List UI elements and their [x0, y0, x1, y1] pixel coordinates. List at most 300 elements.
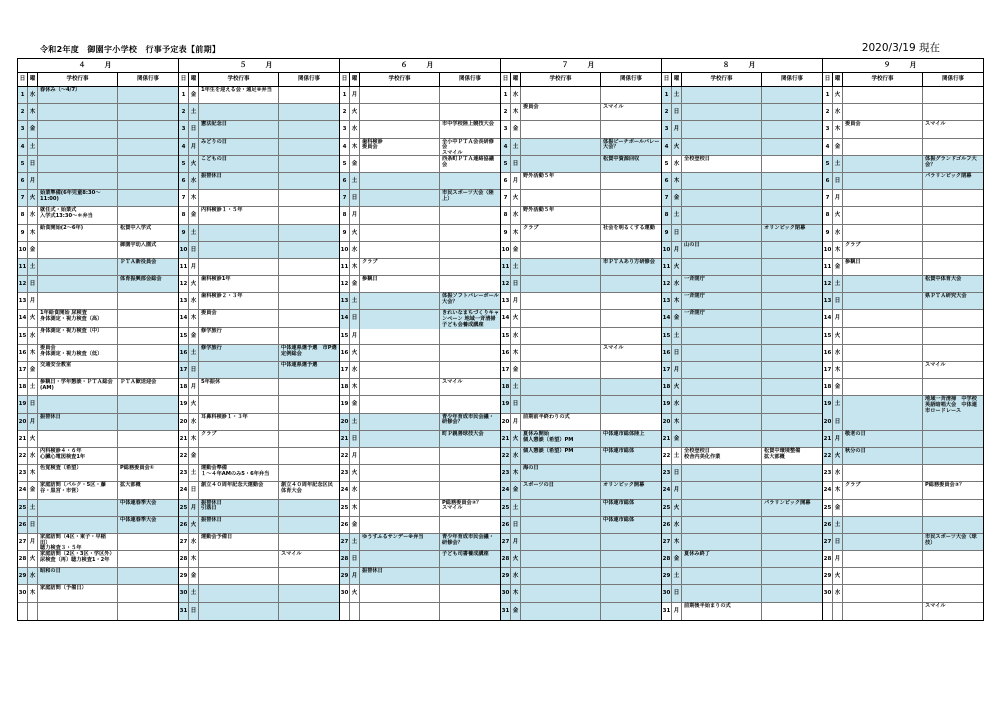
- school-event: [199, 242, 279, 258]
- day-number: 29: [501, 568, 511, 584]
- day-row: [823, 259, 983, 276]
- weekday: 日: [350, 310, 360, 328]
- day-number: 17: [340, 362, 350, 378]
- weekday: 木: [672, 534, 682, 550]
- weekday: 土: [28, 379, 38, 395]
- school-event: [682, 225, 762, 241]
- school-event: [843, 276, 923, 292]
- school-event: [682, 173, 762, 189]
- day-row: [179, 517, 339, 534]
- day-row: [340, 534, 500, 551]
- day-number: 1: [340, 87, 350, 103]
- weekday: 火: [28, 310, 38, 326]
- day-number: 16: [340, 345, 350, 361]
- day-number: 5: [823, 156, 833, 172]
- school-event: [843, 293, 923, 309]
- day-number: 24: [501, 482, 511, 498]
- school-event: クラブ: [360, 259, 440, 275]
- day-row: [501, 500, 661, 517]
- month-name: ９ 月: [823, 59, 983, 73]
- weekday: 土: [511, 259, 521, 275]
- related-event: [762, 328, 822, 344]
- day-row: [340, 396, 500, 413]
- day-number: 5: [18, 156, 28, 172]
- related-event: [118, 431, 178, 447]
- col-related-events: 関係行事: [136, 76, 159, 82]
- day-row: [340, 517, 500, 534]
- related-event: [923, 207, 983, 223]
- related-event: P総務委員会③？: [925, 482, 965, 489]
- weekday: 土: [833, 517, 843, 533]
- day-number: 20: [179, 414, 189, 430]
- school-event: [38, 121, 118, 137]
- weekday: 火: [189, 276, 199, 292]
- day-row: [823, 276, 983, 293]
- day-row: [501, 276, 661, 293]
- weekday: 木: [28, 225, 38, 241]
- day-row: [18, 431, 178, 448]
- day-number: 10: [823, 242, 833, 258]
- day-row: [662, 379, 822, 396]
- school-event: [843, 190, 923, 206]
- day-row: [823, 362, 983, 379]
- school-event: [682, 379, 762, 395]
- day-number: 9: [501, 225, 511, 241]
- related-event: 青少年育成市民会議・研修会？: [440, 534, 500, 550]
- school-event: [843, 585, 923, 601]
- weekday: 土: [350, 414, 360, 430]
- related-event: [118, 396, 178, 412]
- related-event: 中体連市総体: [601, 517, 661, 533]
- day-row: [18, 500, 178, 517]
- weekday: 月: [28, 534, 38, 552]
- related-event: [601, 568, 661, 584]
- school-event: [843, 500, 923, 516]
- day-row: [340, 362, 500, 379]
- day-row: [18, 568, 178, 585]
- day-row: [662, 293, 822, 310]
- day-row: [823, 87, 983, 104]
- day-row: [340, 465, 500, 482]
- day-number: 8: [179, 207, 189, 223]
- school-event: 参観日・学年懇談・ＰＴＡ総会(AM): [38, 379, 118, 395]
- weekday: 月: [28, 293, 38, 309]
- day-number: 9: [823, 225, 833, 241]
- day-number: 6: [501, 173, 511, 189]
- weekday: 日: [833, 293, 843, 309]
- day-number: 7: [662, 190, 672, 206]
- weekday: 月: [511, 414, 521, 430]
- day-row: [340, 225, 500, 242]
- weekday: 金: [28, 242, 38, 258]
- day-row: [501, 259, 661, 276]
- weekday: 火: [350, 104, 360, 120]
- weekday: 火: [511, 551, 521, 567]
- day-row: [662, 310, 822, 327]
- related-event: パラリンピック閉幕: [923, 173, 983, 189]
- weekday: 金: [511, 242, 521, 258]
- day-row: [340, 482, 500, 499]
- weekday: 月: [511, 534, 521, 550]
- day-row: [662, 104, 822, 121]
- day-row: [340, 259, 500, 276]
- school-event: 海の日: [521, 465, 601, 481]
- weekday: 木: [28, 465, 38, 481]
- school-event: [843, 517, 923, 533]
- weekday: 日: [672, 465, 682, 481]
- day-number: 2: [18, 104, 28, 120]
- day-row: [662, 414, 822, 431]
- weekday: 月: [833, 190, 843, 206]
- day-row: [179, 121, 339, 138]
- related-event: 体振ソフトバレーボール大会？: [440, 293, 500, 309]
- weekday: 水: [350, 121, 360, 137]
- school-event: 野外活動５年: [521, 207, 601, 223]
- school-event: 歯科検診２・３年: [199, 293, 279, 309]
- day-number: 10: [18, 242, 28, 258]
- day-row: [501, 121, 661, 138]
- day-row: [823, 448, 983, 465]
- school-event: [682, 517, 762, 533]
- related-event: [440, 465, 500, 481]
- school-event: [682, 345, 762, 361]
- school-event: 秋分の日: [843, 448, 923, 464]
- related-event: [762, 104, 822, 120]
- school-event: [521, 362, 601, 378]
- weekday: 土: [672, 568, 682, 584]
- day-row: [662, 225, 822, 242]
- school-event: [360, 379, 440, 395]
- related-event: [601, 362, 661, 378]
- day-number: 7: [501, 190, 511, 206]
- day-row: [18, 87, 178, 104]
- school-event: 家庭訪問（4区・東子・早稲田） 聴力検査３・５年: [38, 534, 118, 552]
- related-event: 中体連市総体: [601, 500, 661, 516]
- day-number: 13: [823, 293, 833, 309]
- month-name: ６ 月: [340, 59, 500, 73]
- day-row: [501, 465, 661, 482]
- school-event: 運動会予備日: [199, 534, 279, 550]
- as-of-date: 2020/3/19 現在: [861, 42, 940, 54]
- day-row: [662, 328, 822, 345]
- school-event: [843, 207, 923, 223]
- school-event: 振替休日: [360, 568, 440, 584]
- related-event: [279, 568, 339, 584]
- related-event: [923, 259, 983, 275]
- weekday: 土: [189, 585, 199, 601]
- school-event: 歯科検診 委員会: [360, 139, 440, 157]
- school-event: [360, 603, 440, 620]
- related-event: 創立４０周年記念区民体育大会: [281, 482, 333, 495]
- day-number: 10: [501, 242, 511, 258]
- weekday: 水: [511, 207, 521, 223]
- day-row: [823, 225, 983, 242]
- related-event: スマイル: [281, 551, 302, 558]
- day-number: 22: [501, 448, 511, 464]
- day-number: 4: [179, 139, 189, 155]
- day-row: [823, 465, 983, 482]
- school-event: [199, 362, 279, 378]
- day-number: 5: [501, 156, 511, 172]
- day-row: [18, 379, 178, 396]
- day-row: [501, 156, 661, 173]
- related-event: 中体連春季大会: [118, 517, 178, 533]
- school-event: 5年振休: [199, 379, 279, 395]
- related-event: [440, 345, 500, 361]
- weekday: 日: [672, 585, 682, 601]
- day-number: 17: [823, 362, 833, 378]
- col-day: 日: [340, 73, 350, 86]
- day-number: 13: [340, 293, 350, 309]
- weekday: 金: [28, 482, 38, 498]
- day-number: 4: [18, 139, 28, 155]
- related-event: [279, 534, 339, 550]
- school-event: クラブ: [843, 242, 923, 258]
- school-event: 夏休み開始 個人懇談（希望）PM: [521, 431, 601, 447]
- school-event: [38, 603, 118, 620]
- school-event: [360, 465, 440, 481]
- school-event: [521, 500, 601, 516]
- day-row: [18, 276, 178, 293]
- related-event: [923, 517, 983, 533]
- day-row: [340, 156, 500, 173]
- weekday: 日: [28, 276, 38, 292]
- school-event: 一斉閉庁: [682, 293, 762, 309]
- weekday: 水: [833, 585, 843, 601]
- day-row: [662, 156, 822, 173]
- related-event: [440, 448, 500, 464]
- related-event: [923, 465, 983, 481]
- weekday: 水: [350, 242, 360, 258]
- day-rows: [662, 87, 822, 620]
- weekday: 木: [672, 173, 682, 189]
- day-number: 7: [18, 190, 28, 206]
- school-event: [682, 104, 762, 120]
- month-block: [339, 58, 500, 621]
- day-row: [340, 379, 500, 396]
- school-event: [682, 207, 762, 223]
- school-event: [521, 121, 601, 137]
- related-event: [762, 173, 822, 189]
- related-event: きれいなまちづくりキャンペーン 地域一斉清掃 子ども会養成講座: [442, 310, 501, 329]
- school-event: [199, 551, 279, 567]
- day-number: [340, 603, 350, 620]
- day-number: 6: [662, 173, 672, 189]
- related-event: 市民スポーツ大会（球技）: [923, 534, 983, 550]
- day-row: [18, 448, 178, 465]
- day-row: [18, 173, 178, 190]
- related-event: 中体連市総体陸上: [601, 431, 661, 447]
- related-event: [279, 603, 339, 620]
- related-event: 町Ｐ親善球技大会: [440, 431, 500, 447]
- day-number: 13: [662, 293, 672, 309]
- related-event: [762, 276, 822, 292]
- col-day: 日: [501, 73, 511, 86]
- day-number: 18: [18, 379, 28, 395]
- day-row: [501, 568, 661, 585]
- day-number: 21: [501, 431, 511, 447]
- school-event: [843, 87, 923, 103]
- day-number: 5: [179, 156, 189, 172]
- day-row: [18, 414, 178, 431]
- school-event: [521, 551, 601, 567]
- month-block: [17, 58, 178, 621]
- day-row: [18, 121, 178, 138]
- school-event: [682, 585, 762, 601]
- related-event: オリンピック閉幕: [762, 225, 822, 241]
- day-number: 12: [823, 276, 833, 292]
- weekday: 月: [672, 242, 682, 258]
- col-weekday: 曜: [189, 73, 199, 86]
- school-event: [521, 259, 601, 275]
- day-row: [179, 568, 339, 585]
- school-event: [199, 259, 279, 275]
- weekday: 金: [672, 551, 682, 567]
- school-event: [521, 139, 601, 155]
- day-number: 24: [18, 482, 28, 498]
- related-event: [440, 207, 500, 223]
- related-event: [601, 207, 661, 223]
- day-rows: [501, 87, 661, 620]
- related-event: [601, 87, 661, 103]
- related-event: 体育振興部会総会: [118, 276, 178, 292]
- school-event: [199, 585, 279, 601]
- related-event: [762, 534, 822, 550]
- month-name: ７ 月: [501, 59, 661, 73]
- weekday: 日: [672, 345, 682, 361]
- day-row: [179, 207, 339, 224]
- related-event: [440, 242, 500, 258]
- school-event: [843, 173, 923, 189]
- day-number: 31: [662, 603, 672, 620]
- day-row: [501, 379, 661, 396]
- col-weekday: 曜: [511, 73, 521, 86]
- day-number: 18: [179, 379, 189, 395]
- related-event: [279, 87, 339, 103]
- day-number: 23: [18, 465, 28, 481]
- month-block: [500, 58, 661, 621]
- school-event: 家庭訪問（予備日）: [38, 585, 118, 601]
- day-number: 5: [340, 156, 350, 172]
- weekday: 水: [511, 568, 521, 584]
- day-row: [501, 104, 661, 121]
- day-row: [501, 328, 661, 345]
- col-related-events: 関係行事: [458, 76, 481, 82]
- day-number: 6: [18, 173, 28, 189]
- related-event: [601, 414, 661, 430]
- day-number: 25: [18, 500, 28, 516]
- related-event: [923, 139, 983, 155]
- related-event: [118, 207, 178, 223]
- weekday: 火: [672, 259, 682, 275]
- day-number: [823, 603, 833, 620]
- school-event: [682, 431, 762, 447]
- day-row: [662, 259, 822, 276]
- day-number: 15: [662, 328, 672, 344]
- school-event: [360, 585, 440, 601]
- related-event: [923, 87, 983, 103]
- related-event: [279, 121, 339, 137]
- day-number: 27: [662, 534, 672, 550]
- school-event: [38, 259, 118, 275]
- weekday: 月: [350, 328, 360, 344]
- weekday: 月: [28, 173, 38, 189]
- day-number: 14: [340, 310, 350, 328]
- day-number: 9: [340, 225, 350, 241]
- weekday: 土: [350, 534, 360, 550]
- related-event: [440, 104, 500, 120]
- school-event: [360, 190, 440, 206]
- related-event: [923, 414, 983, 430]
- related-event: [279, 396, 339, 412]
- day-number: 19: [501, 396, 511, 412]
- school-event: [843, 225, 923, 241]
- related-event: ＰＴＡ新役員会: [118, 259, 178, 275]
- day-number: 5: [662, 156, 672, 172]
- day-row: [662, 242, 822, 259]
- weekday: 木: [350, 259, 360, 275]
- day-number: 18: [501, 379, 511, 395]
- day-row: [501, 431, 661, 448]
- weekday: 日: [189, 121, 199, 137]
- day-number: 13: [179, 293, 189, 309]
- weekday: 土: [833, 156, 843, 172]
- day-number: 16: [823, 345, 833, 361]
- related-event: P総務委員会①: [120, 465, 155, 472]
- weekday: 土: [350, 293, 360, 309]
- related-event: [118, 568, 178, 584]
- day-number: 28: [179, 551, 189, 567]
- day-row: [823, 585, 983, 602]
- related-event: [279, 310, 339, 326]
- day-number: 23: [662, 465, 672, 481]
- day-number: 1: [18, 87, 28, 103]
- school-event: [843, 362, 923, 378]
- related-event: [762, 310, 822, 326]
- weekday: 金: [189, 87, 199, 103]
- day-row: [340, 345, 500, 362]
- weekday: 金: [672, 431, 682, 447]
- weekday: 日: [511, 276, 521, 292]
- school-event: 振替休日 引落日: [199, 500, 279, 516]
- day-number: 15: [179, 328, 189, 344]
- weekday: 日: [28, 156, 38, 172]
- weekday: 火: [350, 585, 360, 601]
- related-event: [601, 465, 661, 481]
- school-event: 修学旅行: [199, 345, 279, 361]
- weekday: 月: [833, 551, 843, 567]
- day-row: [501, 345, 661, 362]
- day-number: 30: [18, 585, 28, 601]
- day-row: [179, 139, 339, 156]
- related-event: [118, 173, 178, 189]
- school-event: [843, 551, 923, 567]
- weekday: 水: [511, 328, 521, 344]
- school-event: 山の日: [682, 242, 762, 258]
- school-event: 委員会: [521, 104, 601, 120]
- school-event: [682, 465, 762, 481]
- day-row: [823, 139, 983, 156]
- day-number: 1: [662, 87, 672, 103]
- related-event: [762, 517, 822, 533]
- school-event: [843, 414, 923, 430]
- related-event: [762, 207, 822, 223]
- day-row: [340, 500, 500, 517]
- day-number: 31: [179, 603, 189, 620]
- school-event: 委員会 身体測定・視力検査（低）: [38, 345, 118, 361]
- school-event: クラブ: [199, 431, 279, 447]
- day-number: 2: [179, 104, 189, 120]
